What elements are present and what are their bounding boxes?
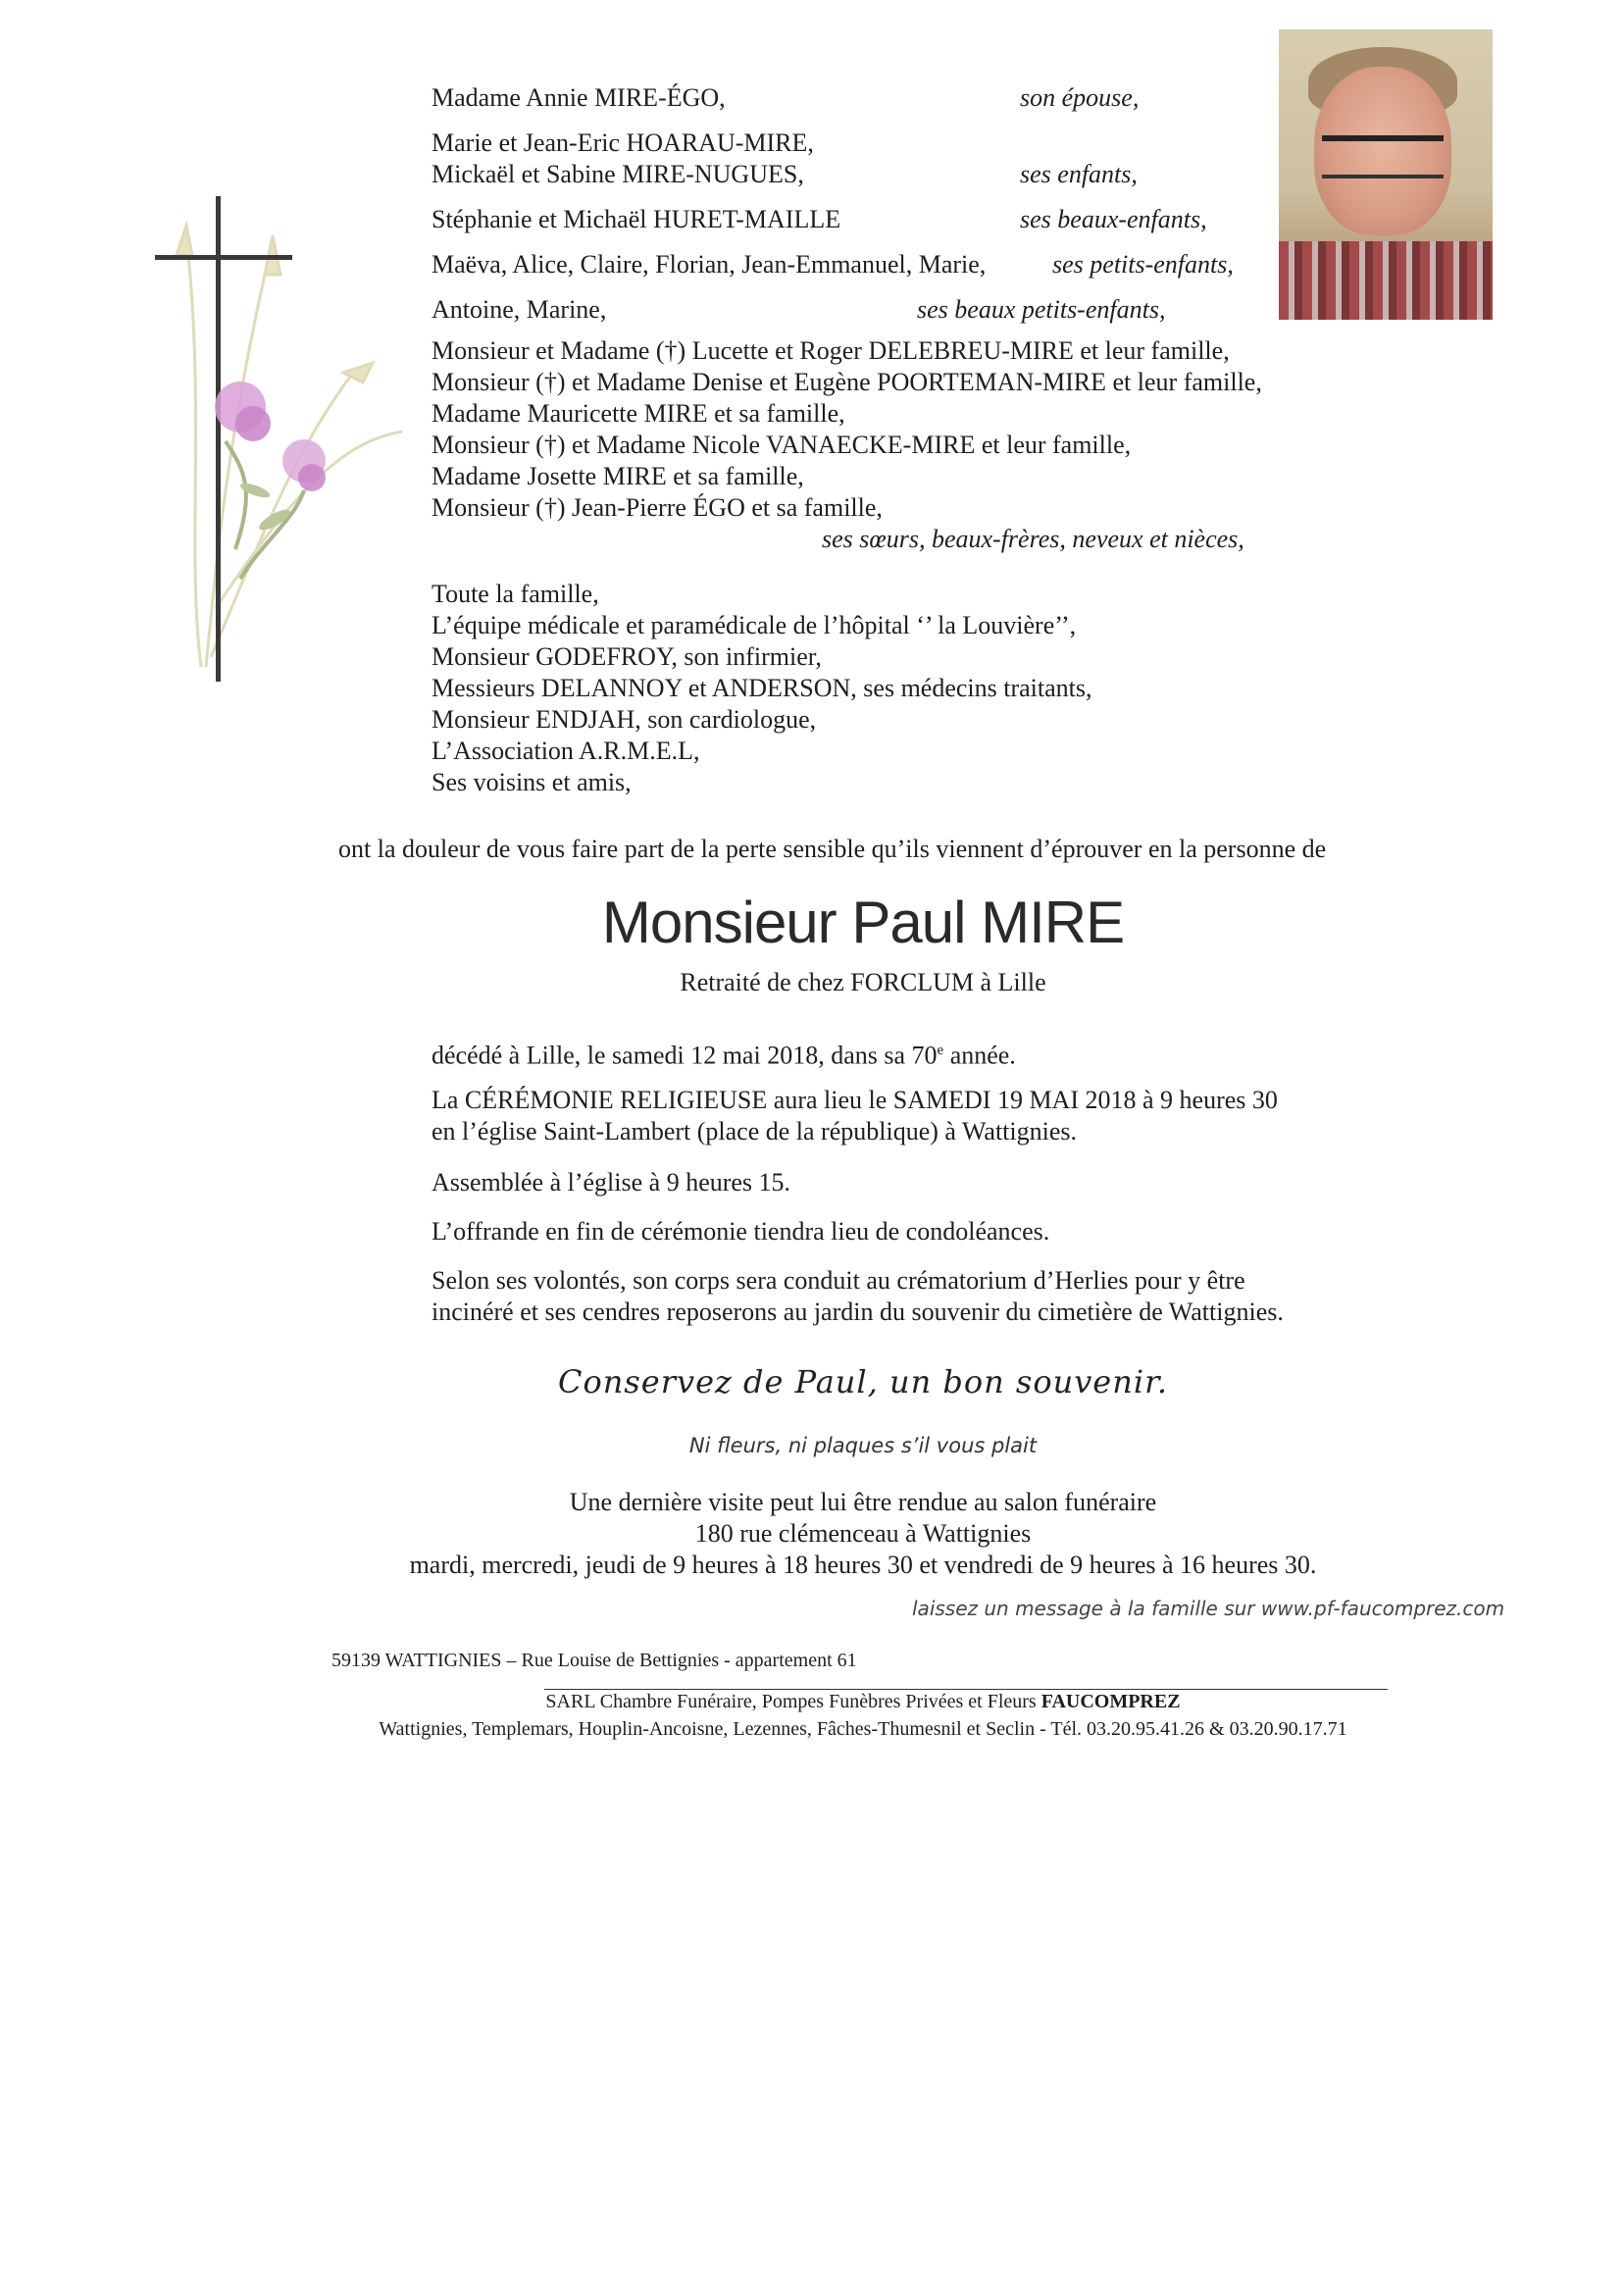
relation-siblings: ses sœurs, beaux-frères, neveux et nièces, bbox=[822, 525, 1244, 553]
footer-locations: Wattignies, Templemars, Houplin-Ancoisne, Lezennes, Fâches-Thumesnil et Seclin - Tél. 03.20.95.41.26 & 03.20.90.17.71 bbox=[379, 1718, 1347, 1740]
other-line-7: Ses voisins et amis, bbox=[431, 768, 632, 796]
offering-line: L’offrande en fin de cérémonie tiendra lieu de condoléances. bbox=[431, 1217, 1050, 1246]
closing-phrase: Conservez de Paul, un bon souvenir. bbox=[557, 1363, 1169, 1400]
relation-in-laws: ses beaux-enfants, bbox=[1020, 205, 1207, 233]
sibling-line-5: Madame Josette MIRE et sa famille, bbox=[431, 462, 804, 490]
sibling-line-2: Monsieur (†) et Madame Denise et Eugène POORTEMAN-MIRE et leur famille, bbox=[431, 368, 1262, 396]
footer-company-text: SARL Chambre Funéraire, Pompes Funèbres Privées et Fleurs bbox=[545, 1691, 1041, 1712]
wishes-line-2: incinéré et ses cendres reposerons au jardin du souvenir du cimetière de Wattignies. bbox=[431, 1298, 1284, 1326]
death-superscript: e bbox=[937, 1043, 944, 1058]
visit-line-1: Une dernière visite peut lui être rendue au salon funéraire bbox=[569, 1488, 1157, 1516]
footer-rule bbox=[544, 1689, 1388, 1690]
ceremony-line-2: en l’église Saint-Lambert (place de la république) à Wattignies. bbox=[431, 1117, 1078, 1146]
visit-line-2: 180 rue clémenceau à Wattignies bbox=[694, 1519, 1032, 1548]
relation-step-grandchildren: ses beaux petits-enfants, bbox=[917, 295, 1166, 324]
wishes-line-1: Selon ses volontés, son corps sera conduit au crématorium d’Herlies pour y être bbox=[431, 1266, 1245, 1295]
family-line-grandchildren: Maëva, Alice, Claire, Florian, Jean-Emmanuel, Marie, bbox=[431, 250, 987, 279]
sibling-line-1: Monsieur et Madame (†) Lucette et Roger DELEBREU-MIRE et leur famille, bbox=[431, 336, 1230, 365]
sibling-line-6: Monsieur (†) Jean-Pierre ÉGO et sa famille, bbox=[431, 493, 883, 522]
family-line-child-2: Mickaël et Sabine MIRE-NUGUES, bbox=[431, 160, 804, 188]
family-line-spouse: Madame Annie MIRE-ÉGO, bbox=[431, 83, 726, 112]
other-line-4: Messieurs DELANNOY et ANDERSON, ses médecins traitants, bbox=[431, 674, 1092, 702]
other-line-3: Monsieur GODEFROY, son infirmier, bbox=[431, 642, 822, 671]
deceased-subtitle: Retraité de chez FORCLUM à Lille bbox=[680, 968, 1046, 996]
no-flowers-note: Ni fleurs, ni plaques s’il vous plait bbox=[688, 1434, 1038, 1457]
death-text-end: année. bbox=[943, 1041, 1016, 1070]
message-link[interactable]: laissez un message à la famille sur www.pf-faucomprez.com bbox=[912, 1597, 1505, 1620]
death-line bbox=[431, 1035, 1016, 1072]
deceased-name-wrap bbox=[0, 889, 1624, 956]
address-line: 59139 WATTIGNIES – Rue Louise de Bettignies - appartement 61 bbox=[331, 1650, 857, 1671]
sibling-line-4: Monsieur (†) et Madame Nicole VANAECKE-MIRE et leur famille, bbox=[431, 431, 1132, 459]
other-line-5: Monsieur ENDJAH, son cardiologue, bbox=[431, 705, 817, 734]
relation-spouse: son épouse, bbox=[1020, 83, 1140, 112]
footer-company-brand: FAUCOMPREZ bbox=[1040, 1691, 1181, 1712]
other-line-2: L’équipe médicale et paramédicale de l’hôpital ‘’ la Louvière’’, bbox=[431, 611, 1077, 639]
family-line-step-grandchildren: Antoine, Marine, bbox=[431, 295, 607, 324]
other-line-1: Toute la famille, bbox=[431, 580, 599, 608]
death-text: décédé à Lille, le samedi 12 mai 2018, dans sa 70 bbox=[431, 1041, 938, 1070]
deceased-name: Monsieur Paul MIRE bbox=[601, 890, 1125, 955]
ceremony-line-1: La CÉRÉMONIE RELIGIEUSE aura lieu le SAMEDI 19 MAI 2018 à 9 heures 30 bbox=[431, 1086, 1278, 1114]
other-line-6: L’Association A.R.M.E.L, bbox=[431, 737, 700, 765]
visit-line-3: mardi, mercredi, jeudi de 9 heures à 18 heures 30 et vendredi de 9 heures à 16 heures 30. bbox=[409, 1551, 1317, 1579]
cross-flower-illustration bbox=[147, 196, 441, 687]
family-line-child-1: Marie et Jean-Eric HOARAU-MIRE, bbox=[431, 128, 814, 157]
family-line-in-laws: Stéphanie et Michaël HURET-MAILLE bbox=[431, 205, 841, 233]
relation-grandchildren: ses petits-enfants, bbox=[1052, 250, 1234, 279]
assembly-line: Assemblée à l’église à 9 heures 15. bbox=[431, 1168, 791, 1196]
footer-company bbox=[0, 1691, 1624, 1713]
sibling-line-3: Madame Mauricette MIRE et sa famille, bbox=[431, 399, 845, 428]
portrait-photo bbox=[1279, 29, 1493, 320]
relation-children: ses enfants, bbox=[1020, 160, 1138, 188]
announcement-text: ont la douleur de vous faire part de la perte sensible qu’ils viennent d’éprouver en la personne de bbox=[338, 835, 1327, 863]
closing-wrap bbox=[0, 1363, 1624, 1400]
